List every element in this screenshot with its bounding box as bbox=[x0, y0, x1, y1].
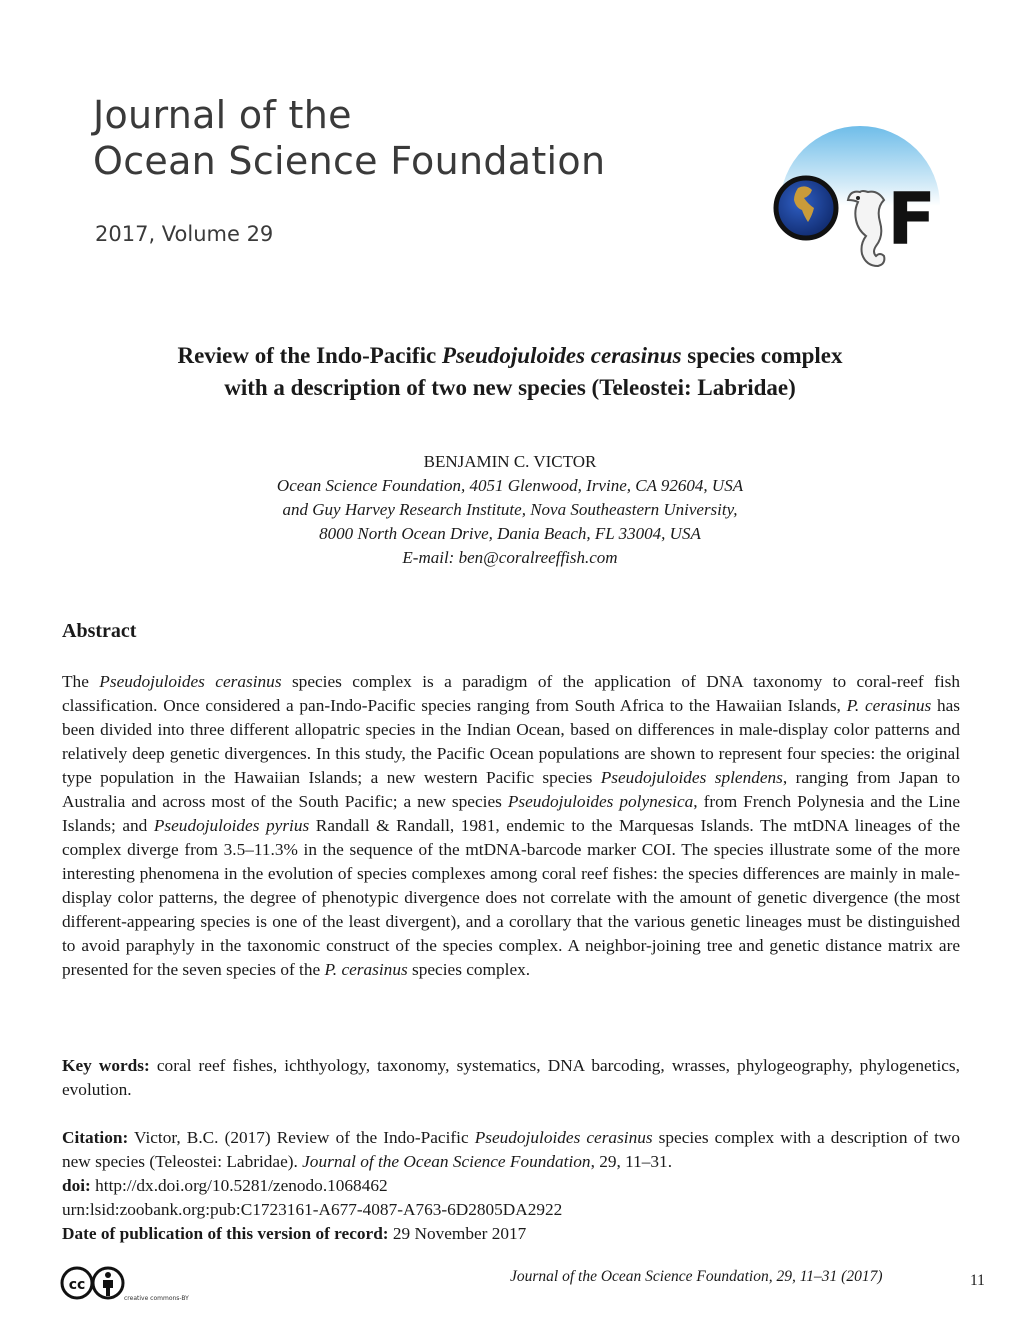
title-species-name: Pseudojuloides cerasinus bbox=[441, 343, 682, 368]
citation-species: Pseudojuloides cerasinus bbox=[474, 1128, 653, 1147]
creative-commons-badge bbox=[60, 1264, 200, 1304]
publication-date-label: Date of publication of this version of record: bbox=[62, 1224, 389, 1243]
journal-name bbox=[93, 92, 605, 184]
title-line-1 bbox=[60, 340, 960, 372]
author-email: E-mail: ben@coralreeffish.com bbox=[402, 548, 618, 567]
abstract-text: The bbox=[62, 672, 100, 691]
doi-line bbox=[62, 1174, 960, 1198]
zoobank-urn: urn:lsid:zoobank.org:pub:C1723161-A677-4087-A763-6D2805DA2922 bbox=[62, 1200, 563, 1219]
abstract-text: , from French Polynesia and the Line Islands; and bbox=[62, 792, 960, 835]
svg-text:cc: cc bbox=[68, 1277, 86, 1293]
abstract-species-name: Pseudojuloides polynesica bbox=[507, 792, 694, 811]
abstract-text: has been divided into three different allopatric species in the Indian Ocean, based on differences in male-display color patterns and relatively deep genetic divergences. In this study, the Pacific Ocean populations are shown to represent four species: the original type population in the Hawaiian Islands; a new western Pacific species bbox=[62, 696, 960, 787]
keywords-text: coral reef fishes, ichthyology, taxonomy, systematics, DNA barcoding, wrasses, phylogeography, phylogenetics, evolution. bbox=[62, 1056, 960, 1099]
affiliation-line-3: 8000 North Ocean Drive, Dania Beach, FL 33004, USA bbox=[319, 524, 701, 543]
title-text-2: species complex bbox=[681, 343, 843, 368]
citation-block bbox=[62, 1126, 960, 1246]
page-number: 11 bbox=[970, 1272, 985, 1289]
abstract-species-name: Pseudojuloides cerasinus bbox=[99, 672, 282, 691]
affiliation-line-1: Ocean Science Foundation, 4051 Glenwood, Irvine, CA 92604, USA bbox=[276, 476, 744, 495]
citation-text: Victor, B.C. (2017) Review of the Indo-Pacific bbox=[128, 1128, 475, 1147]
abstract-species-name: P. cerasinus bbox=[324, 960, 408, 979]
osf-logo bbox=[772, 96, 942, 286]
abstract-species-name: Pseudojuloides splendens bbox=[600, 768, 783, 787]
abstract-text: species complex. bbox=[407, 960, 531, 979]
doi-link[interactable]: http://dx.doi.org/10.5281/zenodo.1068462 bbox=[90, 1176, 388, 1195]
author-name: BENJAMIN C. VICTOR bbox=[423, 452, 597, 471]
citation bbox=[62, 1126, 960, 1174]
citation-journal: Journal of the Ocean Science Foundation bbox=[302, 1152, 591, 1171]
title-text: Review of the Indo-Pacific bbox=[177, 343, 442, 368]
affiliation-line-2: and Guy Harvey Research Institute, Nova Southeastern University, bbox=[282, 500, 738, 519]
logo-f-letter: F bbox=[887, 177, 937, 261]
cc-text: creative commons-BY bbox=[124, 1295, 189, 1302]
journal-name-line2: Ocean Science Foundation bbox=[93, 139, 606, 183]
publication-date: 29 November 2017 bbox=[388, 1224, 527, 1243]
title-line-2: with a description of two new species (Teleostei: Labridae) bbox=[224, 375, 796, 400]
footer-journal: Journal of the Ocean Science Foundation, 29, 11–31 (2017) bbox=[510, 1268, 883, 1285]
abstract-text: species complex is a paradigm of the application of DNA taxonomy to coral-reef fish classification. Once considered a pan-Indo-Pacific species ranging from South Africa to the Hawaiian Islands, bbox=[62, 672, 961, 715]
citation-label: Citation: bbox=[62, 1128, 129, 1147]
year-volume: 2017, Volume 29 bbox=[95, 222, 274, 246]
abstract-species-name: Pseudojuloides pyrius bbox=[153, 816, 310, 835]
publication-date-line bbox=[62, 1222, 960, 1246]
abstract-body bbox=[62, 670, 960, 982]
citation-text-3: , 29, 11–31. bbox=[590, 1152, 673, 1171]
doi-label: doi: bbox=[62, 1176, 91, 1195]
abstract-heading: Abstract bbox=[62, 620, 137, 642]
abstract-text: Randall & Randall, 1981, endemic to the Marquesas Islands. The mtDNA lineages of the complex diverge from 3.5–11.3% in the sequence of the mtDNA-barcode marker COI. The species illustrate some of the more interesting phenomena in the evolution of species complexes among coral reef fishes: the species differences are mainly in male-display color patterns, the degree of phenotypic divergence does not correlate with the amount of genetic divergence (the most different-appearing species is one of the least divergent), and a corollary that the various genetic lineages must be distinguished to avoid paraphyly in the taxonomic construct of the species complex. A neighbor-joining tree and genetic distance matrix are presented for the seven species of the bbox=[62, 816, 960, 979]
author-block bbox=[60, 450, 960, 570]
paper-title bbox=[60, 340, 960, 404]
abstract-text: , ranging from Japan to Australia and across most of the South Pacific; a new species bbox=[62, 768, 960, 811]
citation-text-2: species complex with a description of two new species (Teleostei: Labridae). bbox=[62, 1128, 960, 1171]
keywords-label: Key words: bbox=[62, 1056, 150, 1075]
keywords bbox=[62, 1054, 960, 1102]
abstract-species-name: P. cerasinus bbox=[846, 696, 932, 715]
journal-name-line1: Journal of the bbox=[93, 93, 352, 137]
